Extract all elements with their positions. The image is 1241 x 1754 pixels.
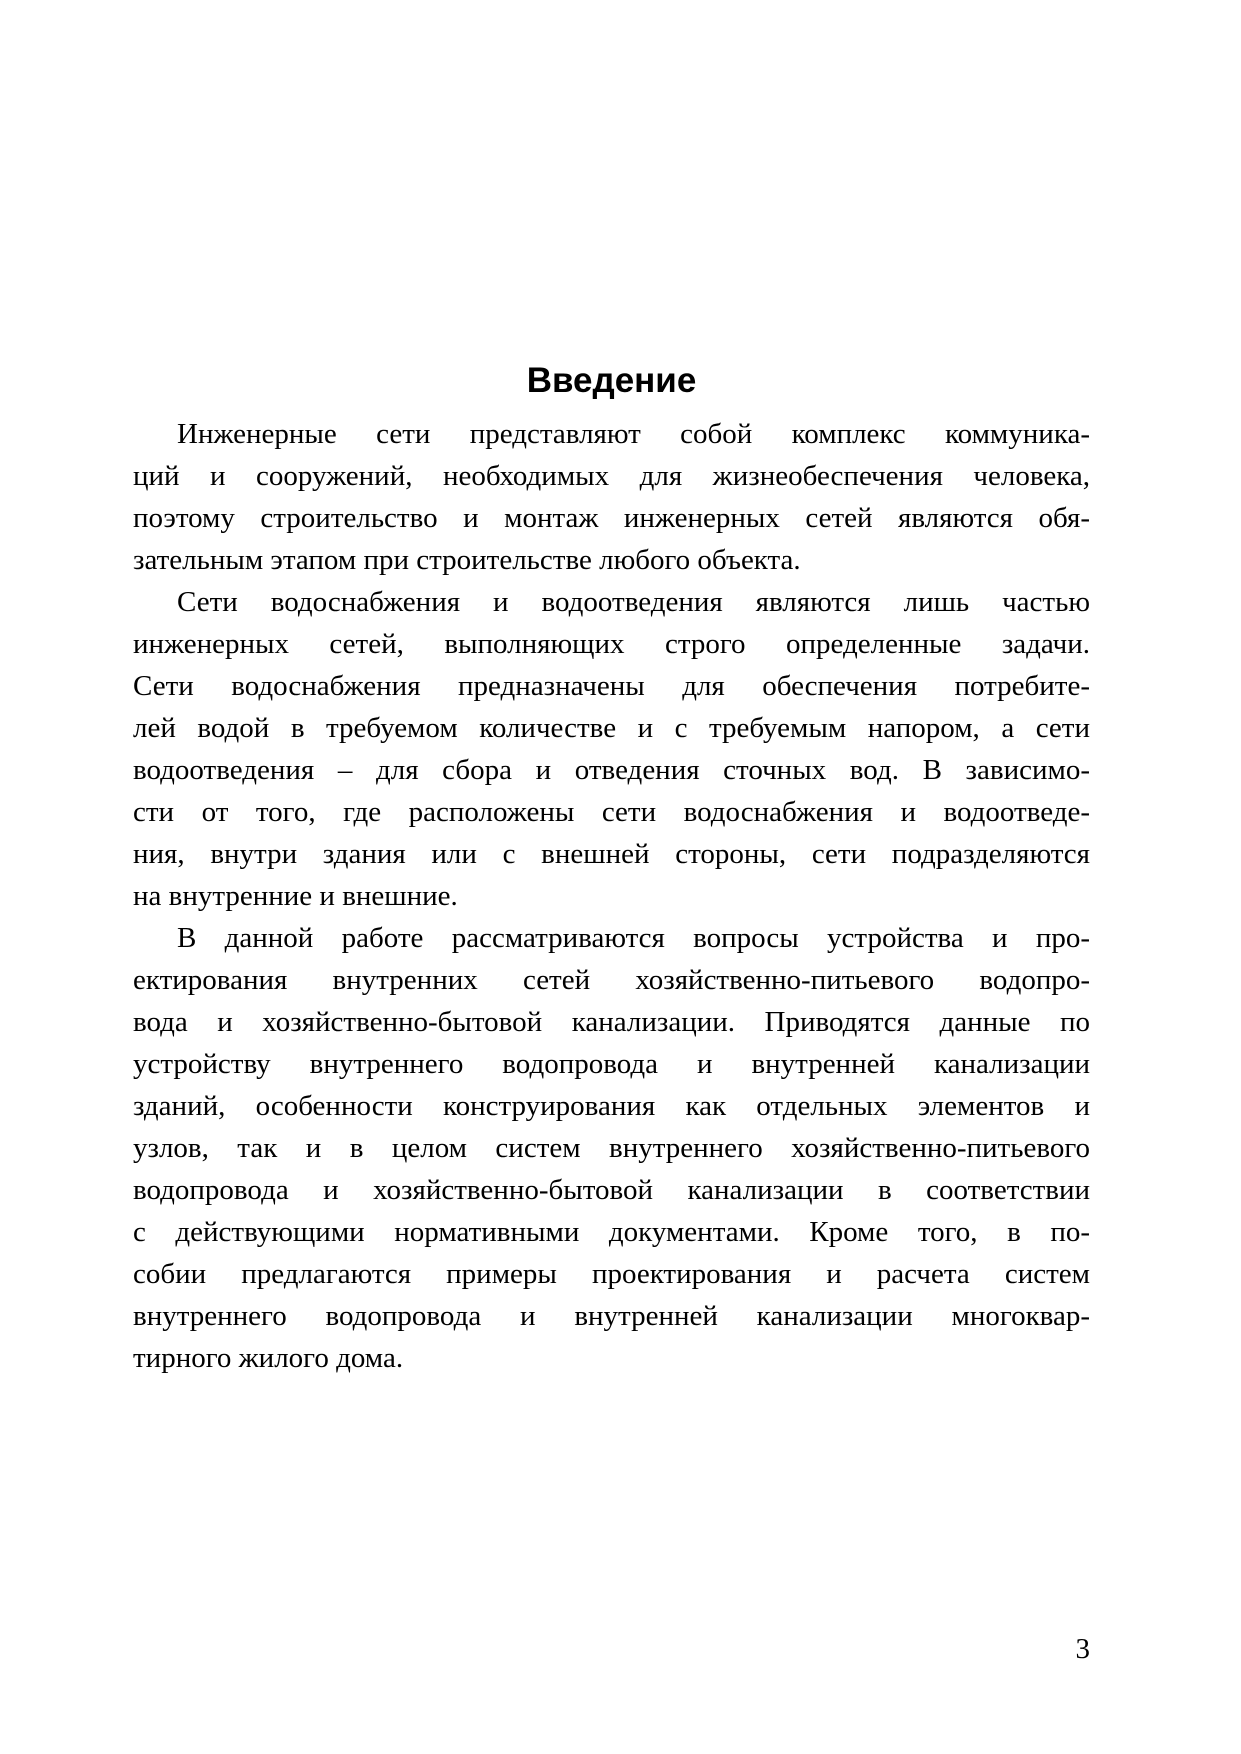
body-text — [133, 413, 1090, 1379]
text-line: зательным этапом при строительстве любого объекта. — [133, 544, 801, 576]
paragraph — [133, 581, 1090, 917]
text-line: зданий, особенности конструирования как отдельных элементов и — [133, 1090, 1090, 1122]
text-line: внутреннего водопровода и внутренней канализации многоквар- — [133, 1300, 1090, 1332]
page-title: Введение — [526, 361, 697, 400]
text-line: с действующими нормативными документами. Кроме того, в по- — [133, 1216, 1090, 1248]
text-line: водопровода и хозяйственно-бытовой канализации в соответствии — [133, 1174, 1090, 1206]
text-line: ций и сооружений, необходимых для жизнеобеспечения человека, — [133, 460, 1090, 492]
text-line: В данной работе рассматриваются вопросы устройства и про- — [177, 922, 1090, 954]
paragraph — [133, 917, 1090, 1379]
text-line: устройству внутреннего водопровода и внутренней канализации — [133, 1048, 1090, 1080]
text-line: Инженерные сети представляют собой комплекс коммуника- — [177, 418, 1090, 450]
text-line: поэтому строительство и монтаж инженерных сетей являются обя- — [133, 502, 1090, 534]
text-line: тирного жилого дома. — [133, 1342, 404, 1374]
paragraph — [133, 413, 1090, 581]
text-line: сти от того, где расположены сети водоснабжения и водоотведе- — [133, 796, 1090, 828]
text-line: инженерных сетей, выполняющих строго определенные задачи. — [133, 628, 1090, 660]
text-line: Сети водоснабжения предназначены для обеспечения потребите- — [133, 670, 1090, 702]
text-line: ектирования внутренних сетей хозяйственно-питьевого водопро- — [133, 964, 1090, 996]
text-line: лей водой в требуемом количестве и с требуемым напором, а сети — [133, 712, 1090, 744]
text-line: водоотведения – для сбора и отведения сточных вод. В зависимо- — [133, 754, 1090, 786]
text-line: вода и хозяйственно-бытовой канализации. Приводятся данные по — [133, 1006, 1090, 1038]
page-number: 3 — [1075, 1633, 1090, 1665]
text-line: узлов, так и в целом систем внутреннего хозяйственно-питьевого — [133, 1132, 1090, 1164]
text-line: ния, внутри здания или с внешней стороны, сети подразделяются — [133, 838, 1090, 870]
text-line: Сети водоснабжения и водоотведения являются лишь частью — [177, 586, 1090, 618]
text-line: собии предлагаются примеры проектирования и расчета систем — [133, 1258, 1090, 1290]
text-line: на внутренние и внешние. — [133, 880, 458, 912]
